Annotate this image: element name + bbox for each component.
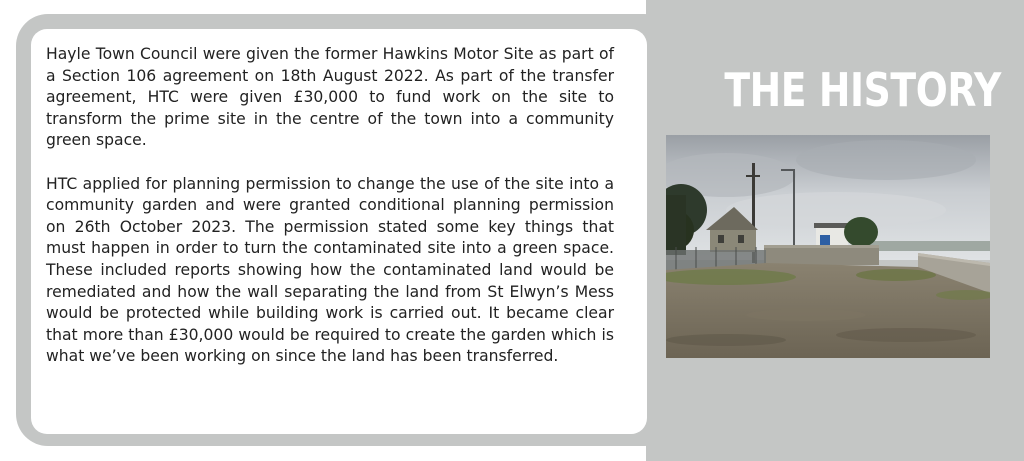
history-paragraph-2: HTC applied for planning permission to change the use of the site into a community garden and were granted conditional planning permission on 26th October 2023. The permission stated some key things that must happen in order to turn the contaminated site into a green space. These included reports showing how the contaminated land would be remediated and how the wall separating the land from St Elwyn’s Mess would be protected while building work is carried out. It became clear that more than £30,000 would be required to create the garden which is what we’ve been working on since the land has been transferred.: [46, 174, 614, 366]
history-body: [46, 44, 614, 390]
site-photo: [666, 135, 990, 358]
history-paragraph-1: Hayle Town Council were given the former Hawkins Motor Site as part of a Section 106 agreement on 18th August 2022. As part of the transfer agreement, HTC were given £30,000 to fund work on the site to transform the prime site in the centre of the town into a community green space.: [46, 45, 614, 150]
section-title: THE HISTORY: [724, 63, 1001, 117]
